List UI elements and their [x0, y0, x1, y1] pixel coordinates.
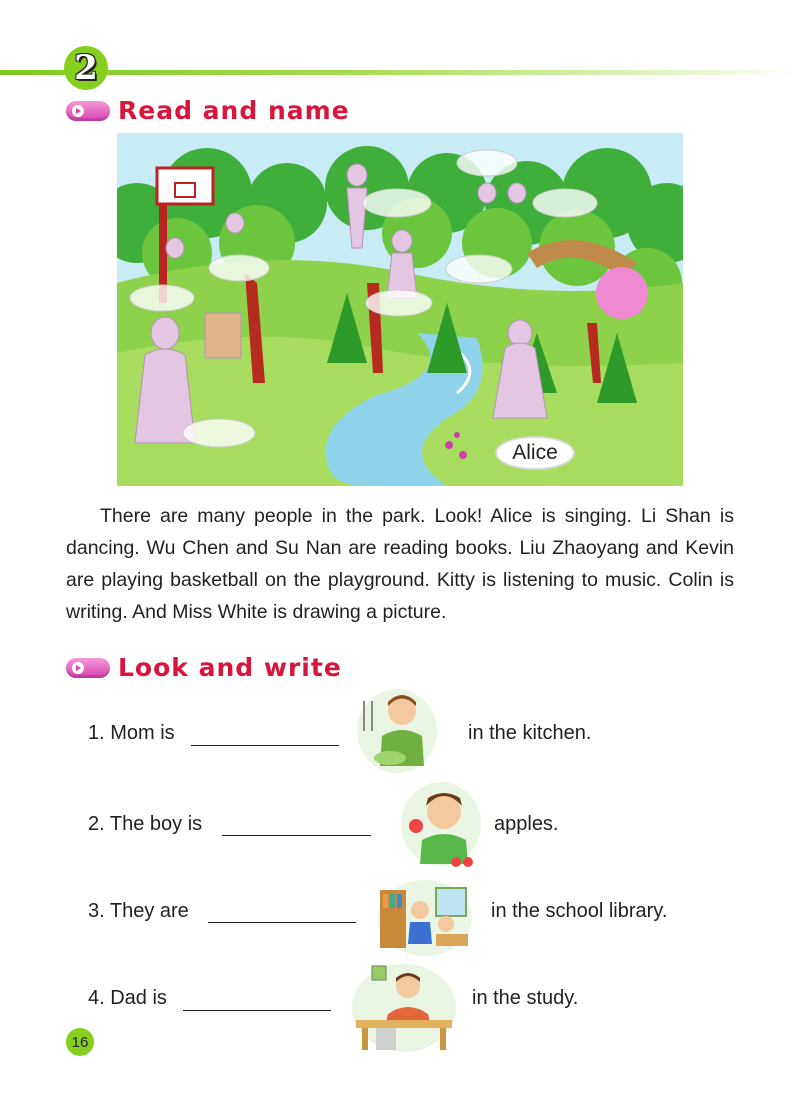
answer-blank[interactable] — [208, 922, 356, 923]
park-illustration — [117, 133, 683, 486]
library-reading-icon — [376, 878, 474, 958]
read-and-name-heading — [66, 96, 350, 125]
look-and-write-heading — [66, 653, 342, 682]
section-title: Read and name — [118, 96, 350, 125]
cooking-mom-icon — [354, 686, 440, 776]
exercise-ending: apples. — [494, 813, 559, 835]
answer-blank[interactable] — [183, 1010, 331, 1011]
exercise-ending: in the study. — [472, 987, 579, 1009]
park-scene — [117, 133, 683, 486]
boy-eating-apple-icon — [398, 780, 484, 868]
reading-passage: There are many people in the park. Look! Alice is singing. Li Shan is dancing. Wu Chen and Su Nan are reading books. Liu Zhaoyang and Kevin are playing basketball on the playground. Kitty is listening to music. Colin is writing. And Miss White is drawing a picture. — [66, 505, 734, 623]
header-bar — [0, 70, 800, 75]
section-title: Look and write — [118, 653, 342, 682]
alice-label: Alice — [495, 436, 575, 470]
page-number: 16 — [66, 1028, 94, 1056]
exercise-prompt: 4. Dad is — [88, 987, 167, 1009]
exercise-prompt: 1. Mom is — [88, 722, 175, 744]
answer-blank[interactable] — [191, 745, 339, 746]
exercise-ending: in the school library. — [491, 900, 668, 922]
exercise-prompt: 3. They are — [88, 900, 189, 922]
answer-blank[interactable] — [222, 835, 371, 836]
play-pill-icon — [66, 101, 110, 121]
unit-number-badge: 2 — [64, 46, 108, 90]
dad-writing-icon — [350, 962, 458, 1054]
exercise-prompt: 2. The boy is — [88, 813, 203, 835]
exercise-ending: in the kitchen. — [468, 722, 592, 744]
play-pill-icon — [66, 658, 110, 678]
